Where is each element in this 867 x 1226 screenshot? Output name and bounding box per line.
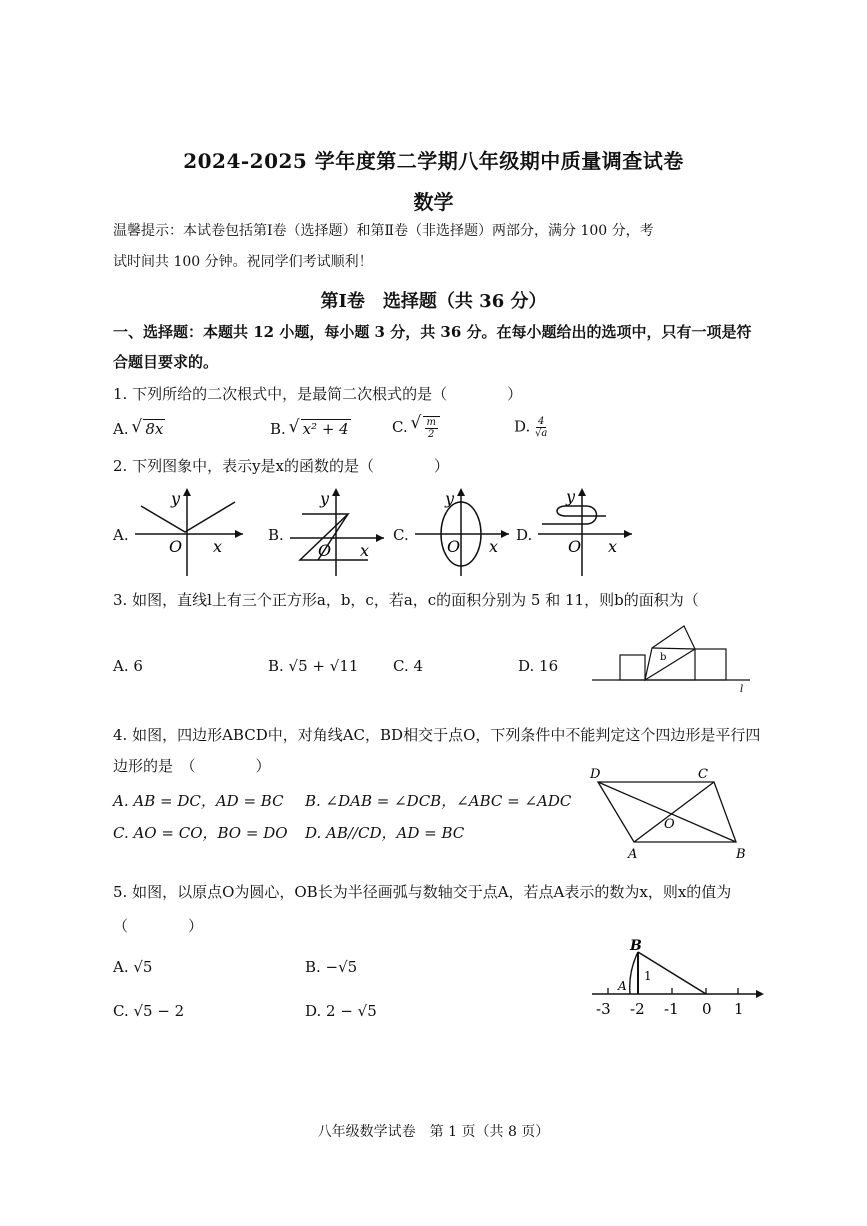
q3-option-b: B. √5 + √11 [268, 657, 359, 675]
svg-text:1: 1 [644, 969, 652, 983]
q3-figure [590, 620, 760, 696]
page-footer: 八年级数学试卷 第 1 页（共 8 页） [317, 1124, 550, 1140]
svg-text:B: B [736, 847, 746, 862]
q4-stem-1: 4. 如图，四边形ABCD中，对角线AC，BD相交于点O，下列条件中不能判定这个四边形是平行四 [113, 726, 761, 744]
q5-stem-2: （ ） [113, 917, 204, 935]
q1-option-c: C. √ $\frac{m}{2}$ [392, 416, 440, 440]
q3-option-c: C. 4 [393, 657, 424, 675]
q5-tick-label: -2 [630, 1000, 645, 1018]
q5-option-b: B. −√5 [305, 958, 358, 976]
q1-option-b: B. √ x² + 4 [270, 420, 351, 438]
q2-graph-c [413, 486, 513, 578]
svg-text:y: y [171, 489, 181, 508]
svg-text:x: x [489, 537, 499, 556]
svg-text:y: y [445, 489, 455, 508]
q5-tick-label: 0 [702, 1000, 712, 1018]
svg-text:O: O [318, 541, 332, 560]
q4-option-c: C. AO = CO，BO = DO [113, 824, 288, 842]
q2-graph-a [135, 486, 245, 578]
svg-text:O: O [447, 537, 461, 556]
svg-text:y: y [320, 489, 330, 508]
q5-option-d: D. 2 − √5 [305, 1002, 377, 1020]
svg-text:A: A [618, 979, 627, 993]
q5-option-c: C. √5 − 2 [113, 1002, 185, 1020]
tip-line-2: 试时间共 100 分钟。祝同学们考试顺利！ [113, 254, 373, 270]
q5-tick-label: -3 [596, 1000, 611, 1018]
svg-text:C: C [698, 767, 708, 782]
q1-option-a: A. √ 8x [113, 420, 165, 438]
q5-option-a: A. √5 [113, 958, 153, 976]
svg-text:l: l [740, 684, 744, 695]
q3-option-d: D. 16 [518, 657, 559, 675]
exam-subject: 数学 [413, 190, 454, 214]
q2-label-a: A. [113, 526, 129, 544]
svg-text:D: D [590, 767, 601, 782]
q4-option-a: A. AB = DC，AD = BC [113, 792, 284, 810]
svg-text:O: O [169, 537, 183, 556]
q4-option-b: B. ∠DAB = ∠DCB，∠ABC = ∠ADC [305, 792, 572, 810]
section-intro-1: 一、选择题：本题共 12 小题，每小题 3 分，共 36 分。在每小题给出的选项中，只有一项是符 [113, 323, 752, 341]
q2-stem: 2. 下列图象中，表示y是x的函数的是（ ） [113, 457, 450, 475]
q2-label-b: B. [268, 526, 284, 544]
q3-option-a: A. 6 [113, 657, 143, 675]
q4-stem-2: 边形的是 （ ） [113, 757, 271, 775]
q2-graph-b [288, 486, 388, 578]
section-title: 第Ⅰ卷 选择题（共 36 分） [320, 291, 547, 312]
q2-graph-d [536, 486, 636, 578]
svg-text:B: B [630, 938, 642, 954]
svg-text:O: O [568, 537, 582, 556]
q3-stem: 3. 如图，直线l上有三个正方形a，b，c，若a，c的面积分别为 5 和 11，则b的面积为（ [113, 591, 699, 609]
svg-text:x: x [360, 541, 370, 560]
q5-tick-label: 1 [734, 1000, 744, 1018]
svg-text:x: x [213, 537, 223, 556]
exam-title: 2024-2025 学年度第二学期八年级期中质量调查试卷 [183, 149, 684, 173]
q4-option-d: D. AB//CD，AD = BC [305, 824, 465, 842]
svg-text:b: b [660, 652, 667, 663]
q5-tick-label: -1 [664, 1000, 679, 1018]
q5-figure [590, 930, 770, 1022]
q1-option-d: D. $\frac{4}{√a}$ [514, 416, 548, 439]
q1-stem: 1. 下列所给的二次根式中，是最简二次根式的是（ ） [113, 385, 523, 403]
q2-label-c: C. [393, 526, 409, 544]
tip-line-1: 温馨提示：本试卷包括第Ⅰ卷（选择题）和第Ⅱ卷（非选择题）两部分，满分 100 分，考 [113, 223, 654, 239]
section-intro-2: 合题目要求的。 [113, 353, 219, 371]
svg-text:O: O [664, 817, 675, 832]
svg-text:A: A [628, 847, 638, 862]
q4-figure [584, 764, 764, 864]
q5-stem-1: 5. 如图，以原点O为圆心，OB长为半径画弧与数轴交于点A，若点A表示的数为x，则x的值为 [113, 883, 732, 901]
svg-text:y: y [566, 487, 576, 506]
q2-label-d: D. [516, 526, 533, 544]
svg-text:x: x [608, 537, 618, 556]
